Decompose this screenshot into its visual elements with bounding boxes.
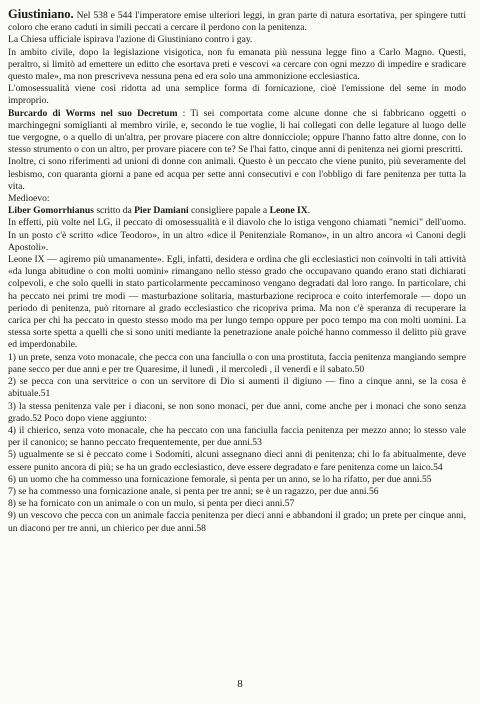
liber-text-2: consigliere papale a (188, 205, 270, 217)
list-item: 9) un vescovo che pecca con un animale faccia penitenza per dieci anni e abbandoni il grado; un prete per cinque anni, un diacono per tre anni, un chierico per due anni.58 (8, 510, 466, 534)
intro-text: Nel 538 e 544 l'imperatore emise ulteriori leggi, in gran parte di natura esortativa, per spingere tutti coloro che erano caduti in simili peccati a cercare il perdono con la penitenza. (8, 10, 466, 34)
list-item: 5) ugualmente se si è peccato come i Sodomiti, alcuni assegnano dieci anni di penitenza; chi lo fa abitualmente, deve essere punito ancora di più; se ha un grado ecclesiastico, deve essere degradato e fare penitenza come un laico.54 (8, 449, 466, 473)
intro-paragraph (8, 8, 466, 34)
paragraph: Leone IX — agiremo più umanamente». Egli, infatti, desidera e ordina che gli ecclesiastici non coinvolti in tali attività «da lunga abitudine o con molti uomini» rimangano nello stesso grado che occupavano quando erano stati dichiarati colpevoli, e che solo quelli in stato particolarmente peccaminoso vengano degradati dal loro rango. In particolare, chi ha peccato nei primi tre modi — masturbazione solitaria, masturbazione reciproca e coito interfemorale — dopo un periodo di penitenza, può ritornare al grado ecclesiastico che ricopriva prima. Ma non c'è speranza di recuperare la carica per chi ha peccato in questo stesso modo ma per lungo tempo oppure per poco tempo ma con molti uomini. La stessa sorte spetta a quelli che si sono uniti mediante la penetrazione anale poiché hanno commesso il delitto più grave ed imperdonabile. (8, 254, 466, 351)
burcardo-heading: Burcardo di Worms nel suo Decretum (8, 107, 178, 119)
paragraph: La Chiesa ufficiale ispirava l'azione di Giustiniano contro i gay. (8, 34, 253, 46)
liber-title: Liber Gomorrhianus (8, 205, 94, 217)
list-item: 4) il chierico, senza voto monacale, che ha peccato con una fanciulla faccia penitenza per mezzo anno; lo stesso vale per il canonico; se hanno peccato frequentemente, per due anni.53 (8, 424, 466, 449)
list-item: 2) se pecca con una servitrice o con un servitore di Dio si aumenti il digiuno — fino a cinque anni, se la cosa è abituale.51 (8, 376, 466, 400)
liber-paragraph (8, 205, 466, 217)
list-item: 7) se ha commesso una fornicazione anale, si penta per tre anni; se è un ragazzo, per due anni.56 (8, 485, 379, 497)
paragraph: Inoltre, ci sono riferimenti ad unioni di donne con animali. Questo è un peccato che viene punito, più severamente del lesbismo, con quaranta giorni a pane ed acqua per sette anni consecutivi e con l'obbligo di fare penitenza per tutta la vita. (8, 156, 466, 192)
liber-pope: Leone IX (269, 205, 308, 217)
burcardo-text: : Ti sei comportata come alcune donne che si fabbricano oggetti o marchingegni somiglianti al membro virile, e, secondo le tue voglie, li hai collegati con delle legature al luogo delle tue vergogne, o a quello di un'altra, per provare piacere con altre donnicciole; oppure l'hanno fatto altre donne, con lo stesso strumento o con un altro, per provare piacere con te? Se l'hai fatto, cinque anni di penitenza nei giorni prescritti. (8, 107, 466, 156)
list-item: 3) la stessa penitenza vale per i diaconi, se non sono monaci, per due anni, come anche per i monaci che sono senza grado.52 Poco dopo viene aggiunto: (8, 400, 466, 424)
list-item: 8) se ha fornicato con un animale o con un mulo, si penta per dieci anni.57 (8, 498, 295, 510)
liber-author: Pier Damiani (134, 205, 189, 217)
list-item: 6) un uomo che ha commesso una fornicazione femorale, si penta per un anno, se lo ha rifatto, per due anni.55 (8, 473, 432, 485)
liber-text-3: . (307, 205, 311, 217)
liber-text-1: scritto da (93, 205, 135, 217)
paragraph: In ambito civile, dopo la legislazione visigotica, non fu emanata più nessuna legge fino a Carlo Magno. Questi, peraltro, si limitò ad emettere un editto che esortava preti e vescovi «a cercare con ogni mezzo di impedire e sradicare questo male», ma non prescriveva nessuna pena ed era solo una ammonizione ecclesiastica. (8, 46, 466, 83)
page-number: 8 (237, 678, 243, 690)
paragraph: L'omosessualità viene così ridotta ad una semplice forma di fornicazione, cioè l'emissione del seme in modo improprio. (8, 83, 466, 107)
body-text (8, 8, 466, 535)
list-item: 1) un prete, senza voto monacale, che pecca con una fanciulla o con una prostituta, faccia penitenza mangiando sempre pane secco per due anni e per tre Quaresime, il lunedì , il mercoledì , il venerdì e il sabato.50 (8, 351, 466, 375)
section-title: Giustiniano. (8, 7, 74, 21)
burcardo-paragraph (8, 108, 466, 157)
section-label: Medioevo: (8, 193, 50, 205)
paragraph: In effetti, più volte nel LG, il peccato di omosessualità e il diavolo che lo istiga vengono chiamati "nemici" dell'uomo. In un posto c'è scritto «dice Teodoro», in un altro «dice il Penitenziale Romano», in un altro ancora «i Canoni degli Apostoli». (8, 217, 466, 253)
